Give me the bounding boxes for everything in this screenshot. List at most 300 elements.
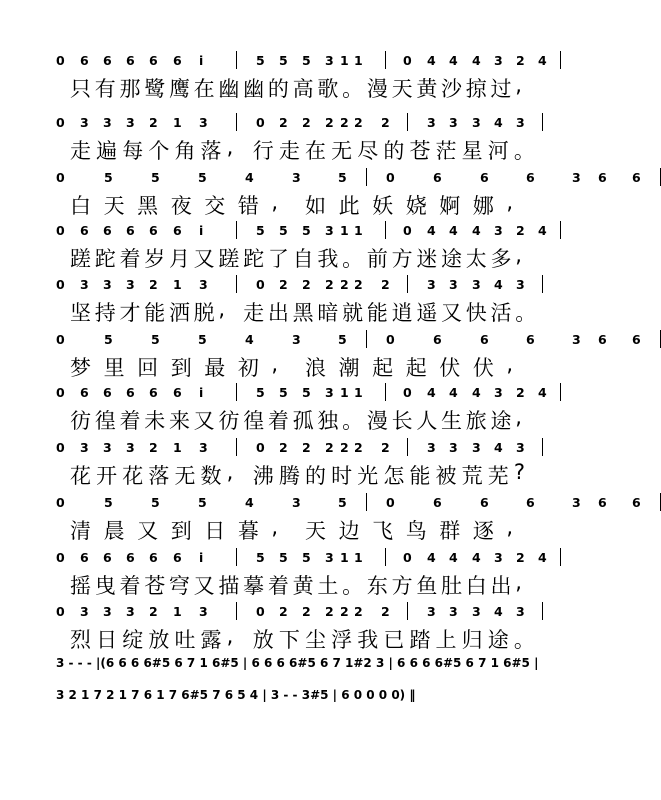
lyric-char: 的 — [267, 77, 289, 101]
barline — [560, 221, 561, 239]
lyrics-row — [56, 515, 526, 543]
lyric-char: 暗 — [317, 301, 339, 325]
lyric-char: 能 — [409, 464, 431, 488]
note: 4 — [472, 385, 481, 400]
note: 2 — [279, 604, 288, 619]
lyric-char: 土 — [317, 574, 339, 598]
note: 6 — [149, 223, 158, 238]
lyric-char: 又 — [193, 574, 215, 598]
note: 5 — [302, 550, 311, 565]
lyric-char: 时 — [331, 464, 353, 488]
note: 6 — [433, 495, 442, 510]
notation-row — [56, 53, 547, 69]
lyric-char: 。 — [515, 301, 537, 325]
barline — [236, 548, 237, 566]
lyric-char: 妖 — [372, 194, 394, 218]
lyric-char: 回 — [137, 356, 159, 380]
lyric-char: , — [506, 515, 514, 539]
note: 3 — [472, 115, 481, 130]
note: 5 — [198, 332, 207, 347]
lyric-char: 黑 — [137, 194, 159, 218]
note: 5 — [104, 332, 113, 347]
note: 3 — [199, 440, 208, 455]
note: 4 — [538, 223, 547, 238]
lyric-char: 途 — [490, 409, 512, 433]
lyric-char: 边 — [338, 519, 360, 543]
note: 5 — [279, 223, 288, 238]
lyric-char: 。 — [513, 139, 535, 163]
note: 6 — [126, 53, 135, 68]
lyric-char: 苍 — [409, 139, 431, 163]
note: 0 — [56, 550, 65, 565]
interlude-row: 3 - - - |(6 6 6 6#5 6 7 1 6#5 | 6 6 6 6#5 6 7 1#2 3 | 6 6 6 6#5 6 7 1 6#5 | — [56, 656, 539, 670]
note: 6 — [433, 170, 442, 185]
note: 2 — [516, 550, 525, 565]
lyric-char: 日 — [204, 519, 226, 543]
note: 3 — [449, 115, 458, 130]
note: 0 — [56, 223, 65, 238]
note: 3 — [103, 277, 112, 292]
note: 4 — [427, 53, 436, 68]
barline — [236, 51, 237, 69]
lyric-char: 无 — [174, 464, 196, 488]
lyric-char: , — [226, 135, 234, 159]
lyric-char: 伏 — [472, 356, 494, 380]
lyric-char: 穹 — [168, 574, 190, 598]
lyric-char: 无 — [331, 139, 353, 163]
note: 5 — [302, 53, 311, 68]
lyric-char: 掠 — [465, 77, 487, 101]
note: 6 — [598, 170, 607, 185]
lyric-char: 旅 — [465, 409, 487, 433]
note: 3 — [472, 440, 481, 455]
note: 0 — [56, 385, 65, 400]
barline — [366, 493, 367, 511]
lyric-char: 起 — [372, 356, 394, 380]
lyric-char: , — [506, 190, 514, 214]
lyric-char: 落 — [200, 139, 222, 163]
note: 5 — [151, 332, 160, 347]
note: 3 — [126, 440, 135, 455]
note: 2 — [340, 440, 349, 455]
barline — [542, 113, 543, 131]
note: 2 — [302, 440, 311, 455]
note: 3 — [494, 223, 503, 238]
note: 0 — [403, 550, 412, 565]
lyric-char: 就 — [342, 301, 364, 325]
note: 5 — [338, 170, 347, 185]
lyric-char: 蹉 — [218, 247, 240, 271]
note: 6 — [480, 332, 489, 347]
lyric-char: 我 — [317, 247, 339, 271]
note: 3 — [427, 115, 436, 130]
note: 5 — [198, 170, 207, 185]
lyric-char: 白 — [70, 194, 91, 218]
note: 3 — [325, 385, 334, 400]
lyric-char: 到 — [170, 519, 192, 543]
lyric-char: 着 — [267, 409, 289, 433]
lyric-char: 此 — [338, 194, 360, 218]
lyric-char: 能 — [366, 301, 388, 325]
lyric-char: 我 — [357, 628, 379, 652]
note: 5 — [338, 495, 347, 510]
lyric-char: 放 — [148, 628, 170, 652]
notation-row — [56, 170, 641, 186]
lyric-char: 被 — [435, 464, 457, 488]
lyric-char: 走 — [70, 139, 91, 163]
note: 0 — [56, 495, 65, 510]
lyric-char: , — [515, 73, 522, 97]
lyric-char: 了 — [267, 247, 289, 271]
lyric-char: , — [271, 190, 279, 214]
lyric-char: 每 — [122, 139, 144, 163]
lyrics-row — [56, 190, 526, 218]
note: 1 — [173, 277, 182, 292]
note: 0 — [56, 277, 65, 292]
note: 3 — [472, 277, 481, 292]
lyric-char: 独 — [317, 409, 339, 433]
barline — [385, 548, 386, 566]
note: 6 — [598, 332, 607, 347]
lyric-char: 。 — [342, 574, 364, 598]
lyric-char: 到 — [170, 356, 192, 380]
lyric-char: 沸 — [252, 464, 274, 488]
note: 4 — [427, 550, 436, 565]
barline — [385, 221, 386, 239]
lyric-char: 浪 — [305, 356, 326, 380]
barline — [560, 548, 561, 566]
lyric-char: 天 — [391, 77, 413, 101]
barline — [560, 383, 561, 401]
note: 5 — [151, 170, 160, 185]
note: 6 — [80, 53, 89, 68]
note: 3 — [80, 115, 89, 130]
note: 2 — [325, 277, 334, 292]
lyric-char: 尽 — [357, 139, 379, 163]
note: 6 — [103, 223, 112, 238]
lyric-char: 怎 — [383, 464, 405, 488]
lyric-char: 着 — [119, 574, 141, 598]
note: 3 — [516, 604, 525, 619]
lyric-char: 遥 — [416, 301, 438, 325]
note: 2 — [381, 115, 390, 130]
note: 3 — [427, 604, 436, 619]
lyric-char: 鹭 — [144, 77, 166, 101]
note: 2 — [279, 115, 288, 130]
note: 4 — [245, 332, 254, 347]
note: 6 — [103, 385, 112, 400]
barline — [407, 602, 408, 620]
note: 6 — [149, 53, 158, 68]
notation-row — [56, 495, 641, 511]
barline — [542, 602, 543, 620]
lyric-char: 活 — [490, 301, 512, 325]
lyric-char: 自 — [292, 247, 314, 271]
note: 5 — [104, 170, 113, 185]
notation-row — [56, 440, 526, 456]
note: 2 — [354, 604, 363, 619]
lyric-char: 遍 — [96, 139, 118, 163]
note: 0 — [403, 53, 412, 68]
note: 3 — [325, 223, 334, 238]
note: 6 — [80, 223, 89, 238]
note: 5 — [256, 385, 265, 400]
note: 3 — [126, 115, 135, 130]
note: 4 — [427, 223, 436, 238]
lyric-char: 下 — [278, 628, 300, 652]
note: 2 — [279, 277, 288, 292]
note: 0 — [386, 495, 395, 510]
note: 1 — [173, 604, 182, 619]
lyric-char: , — [515, 570, 522, 594]
lyric-char: 太 — [465, 247, 487, 271]
lyric-char: 如 — [305, 194, 326, 218]
lyric-char: 。 — [342, 409, 364, 433]
note: 4 — [245, 170, 254, 185]
note: 3 — [325, 550, 334, 565]
note: 6 — [80, 385, 89, 400]
lyric-char: , — [218, 297, 226, 321]
note: 3 — [103, 604, 112, 619]
lyric-char: 着 — [119, 409, 141, 433]
note: 2 — [516, 53, 525, 68]
lyric-char: 跎 — [94, 247, 116, 271]
lyric-char: 快 — [465, 301, 487, 325]
lyric-char: 摇 — [70, 574, 91, 598]
lyric-char: 尘 — [305, 628, 326, 652]
note: 6 — [173, 53, 182, 68]
note: 3 — [572, 495, 581, 510]
lyric-char: 黄 — [416, 77, 438, 101]
note: 2 — [325, 115, 334, 130]
lyric-char: 漫 — [366, 77, 388, 101]
note: 3 — [292, 332, 301, 347]
note: 2 — [149, 115, 158, 130]
lyric-char: , — [271, 515, 279, 539]
note: 0 — [56, 604, 65, 619]
lyric-char: 幽 — [243, 77, 265, 101]
lyric-char: , — [515, 243, 522, 267]
note: 6 — [632, 495, 641, 510]
note: 6 — [526, 332, 535, 347]
note: 3 — [516, 440, 525, 455]
note: 3 — [292, 495, 301, 510]
note: 4 — [494, 277, 503, 292]
note: 6 — [80, 550, 89, 565]
lyric-char: 走 — [243, 301, 265, 325]
notation-row — [56, 115, 526, 131]
lyric-char: 群 — [439, 519, 461, 543]
lyric-char: 又 — [193, 247, 215, 271]
note: 2 — [302, 115, 311, 130]
lyric-char: 描 — [218, 574, 240, 598]
lyric-char: 归 — [461, 628, 483, 652]
note: 6 — [126, 223, 135, 238]
barline — [236, 113, 237, 131]
lyric-char: 角 — [174, 139, 196, 163]
note: 6 — [149, 385, 158, 400]
lyric-char: 个 — [148, 139, 170, 163]
lyric-char: 逐 — [472, 519, 494, 543]
note: 4 — [494, 440, 503, 455]
lyric-char: 鸟 — [405, 519, 427, 543]
lyric-char: , — [226, 460, 234, 484]
note: 2 — [381, 277, 390, 292]
note: 3 — [449, 277, 458, 292]
lyric-char: 徨 — [243, 409, 265, 433]
note: 2 — [149, 604, 158, 619]
lyric-char: , — [226, 624, 234, 648]
lyric-char: 方 — [391, 247, 413, 271]
lyric-char: 河 — [487, 139, 509, 163]
lyrics-row — [56, 243, 526, 271]
lyric-char: 才 — [119, 301, 141, 325]
lyric-char: 夜 — [170, 194, 192, 218]
note: 1 — [354, 550, 363, 565]
note: 2 — [302, 604, 311, 619]
note: 5 — [302, 385, 311, 400]
lyric-char: 鹰 — [168, 77, 190, 101]
lyric-char: 黑 — [292, 301, 314, 325]
note: 3 — [572, 332, 581, 347]
note: 6 — [103, 53, 112, 68]
lyric-char: 东 — [366, 574, 388, 598]
note: 5 — [256, 223, 265, 238]
lyric-char: 沙 — [441, 77, 463, 101]
note: 1 — [340, 223, 349, 238]
lyric-char: 又 — [137, 519, 159, 543]
lyric-char: 幽 — [218, 77, 240, 101]
note: 5 — [104, 495, 113, 510]
note: 6 — [126, 385, 135, 400]
lyric-char: 暮 — [237, 519, 259, 543]
note: i — [199, 223, 204, 238]
note: 3 — [103, 440, 112, 455]
note: 2 — [516, 223, 525, 238]
lyric-char: 光 — [357, 464, 379, 488]
lyric-char: 潮 — [338, 356, 360, 380]
lyric-char: , — [515, 405, 522, 429]
lyric-char: 高 — [292, 77, 314, 101]
note: 3 — [325, 53, 334, 68]
note: 6 — [126, 550, 135, 565]
note: 4 — [449, 385, 458, 400]
barline — [236, 221, 237, 239]
note: 3 — [427, 440, 436, 455]
note: i — [199, 550, 204, 565]
lyrics-row — [56, 405, 526, 433]
note: 4 — [472, 223, 481, 238]
barline — [407, 438, 408, 456]
lyric-char: 有 — [94, 77, 116, 101]
note: 6 — [632, 170, 641, 185]
lyric-char: 交 — [204, 194, 226, 218]
lyric-char: 苍 — [144, 574, 166, 598]
lyric-char: 伏 — [439, 356, 461, 380]
note: 4 — [494, 115, 503, 130]
lyric-char: 未 — [144, 409, 166, 433]
note: 3 — [516, 277, 525, 292]
lyric-char: 里 — [103, 356, 125, 380]
lyrics-row — [56, 73, 526, 101]
lyrics-row — [56, 297, 537, 325]
barline — [560, 51, 561, 69]
lyric-char: 飞 — [372, 519, 394, 543]
note: 2 — [279, 440, 288, 455]
lyric-char: 腾 — [278, 464, 300, 488]
note: 4 — [245, 495, 254, 510]
lyric-char: ? — [513, 460, 526, 484]
note: 4 — [449, 53, 458, 68]
note: 2 — [516, 385, 525, 400]
note: 3 — [126, 604, 135, 619]
note: 2 — [149, 277, 158, 292]
lyric-char: 数 — [200, 464, 222, 488]
interlude-row: 3 2 1 7 2 1 7 6 1 7 6#5 7 6 5 4 | 3 - - 3#5 | 6 0 0 0 0) ‖ — [56, 688, 416, 702]
note: 4 — [449, 550, 458, 565]
barline — [236, 602, 237, 620]
lyric-char: 方 — [391, 574, 413, 598]
note: 6 — [480, 170, 489, 185]
note: 1 — [173, 440, 182, 455]
lyric-char: 花 — [70, 464, 91, 488]
note: 5 — [151, 495, 160, 510]
notation-row — [56, 604, 526, 620]
note: 4 — [472, 550, 481, 565]
note: 3 — [449, 440, 458, 455]
lyric-char: , — [271, 352, 279, 376]
lyric-char: 人 — [416, 409, 438, 433]
note: 1 — [173, 115, 182, 130]
note: 1 — [354, 385, 363, 400]
note: 4 — [449, 223, 458, 238]
lyric-char: 途 — [487, 628, 509, 652]
lyric-char: 放 — [252, 628, 274, 652]
note: 1 — [354, 53, 363, 68]
note: 2 — [354, 440, 363, 455]
lyric-char: 绽 — [122, 628, 144, 652]
lyric-char: 月 — [168, 247, 190, 271]
notation-row — [56, 277, 526, 293]
note: 0 — [403, 223, 412, 238]
note: 0 — [256, 604, 265, 619]
note: 1 — [354, 223, 363, 238]
lyric-char: 的 — [305, 464, 326, 488]
note: 5 — [279, 550, 288, 565]
lyric-char: , — [506, 352, 514, 376]
lyric-char: 天 — [103, 194, 125, 218]
note: 4 — [427, 385, 436, 400]
lyric-char: 露 — [200, 628, 222, 652]
lyric-char: 前 — [366, 247, 388, 271]
note: 2 — [354, 277, 363, 292]
note: 0 — [403, 385, 412, 400]
note: 6 — [103, 550, 112, 565]
barline — [366, 168, 367, 186]
lyric-char: 能 — [144, 301, 166, 325]
note: 1 — [340, 53, 349, 68]
lyric-char: 星 — [461, 139, 483, 163]
note: 3 — [80, 277, 89, 292]
barline — [236, 383, 237, 401]
note: 0 — [56, 170, 65, 185]
lyric-char: 已 — [383, 628, 405, 652]
note: 0 — [56, 332, 65, 347]
lyric-char: 黄 — [292, 574, 314, 598]
note: 3 — [292, 170, 301, 185]
lyric-char: 过 — [490, 77, 512, 101]
lyric-char: 脱 — [193, 301, 215, 325]
